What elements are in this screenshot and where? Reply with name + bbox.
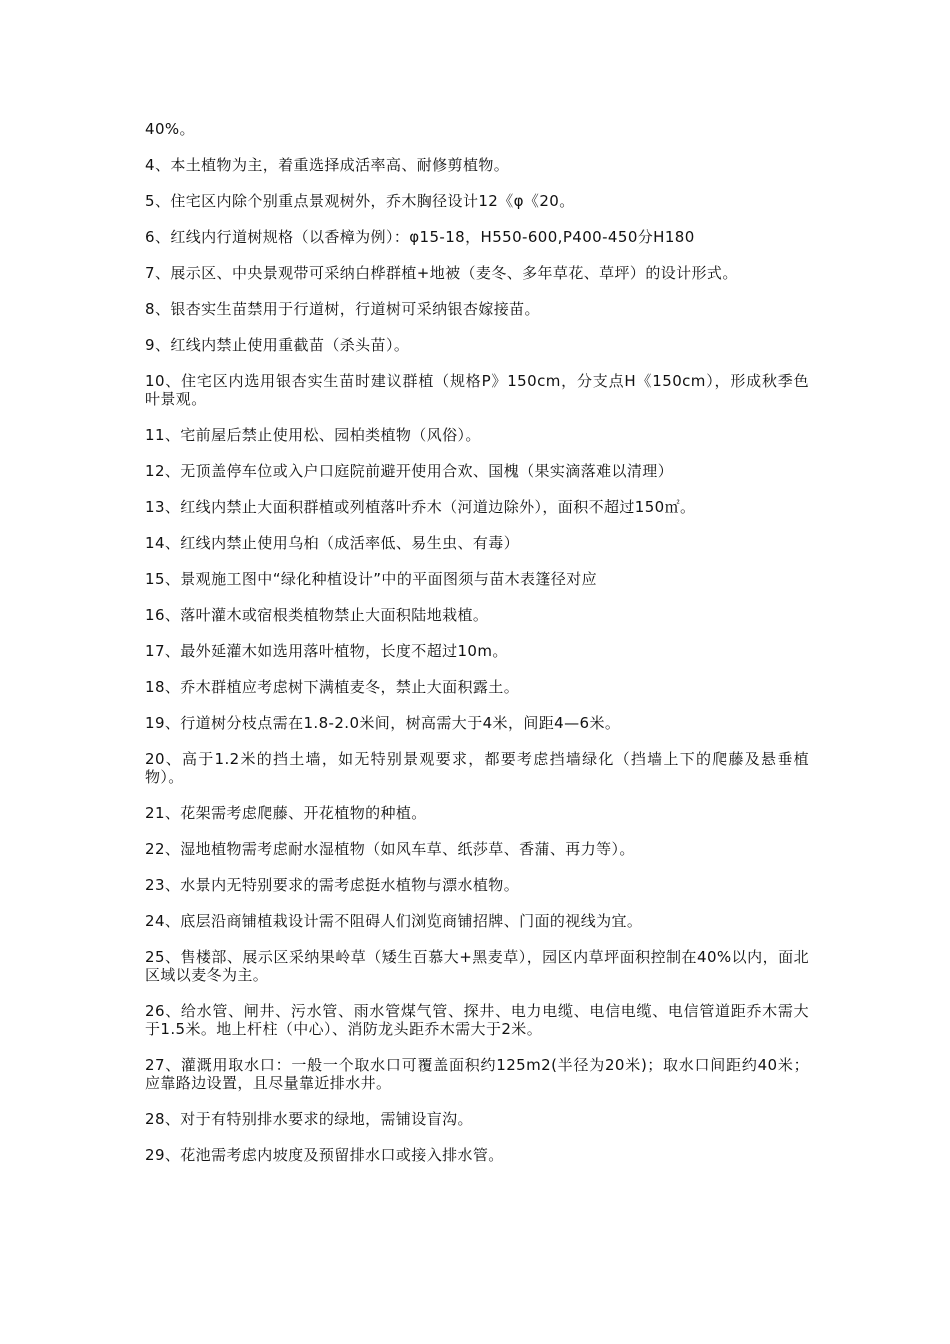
guideline-item-23: 23、水景内无特别要求的需考虑挺水植物与漂水植物。 [145,876,520,894]
guideline-item-28: 28、对于有特别排水要求的绿地，需铺设盲沟。 [145,1110,473,1128]
guideline-item-18: 18、乔木群植应考虑树下满植麦冬，禁止大面积露土。 [145,678,520,696]
guideline-item-5: 5、住宅区内除个别重点景观树外，乔木胸径设计12《φ《20。 [145,192,575,210]
guideline-item-22: 22、湿地植物需考虑耐水湿植物（如风车草、纸莎草、香蒲、再力等）。 [145,840,635,858]
guideline-item-29: 29、花池需考虑内坡度及预留排水口或接入排水管。 [145,1146,504,1164]
guideline-item-21: 21、花架需考虑爬藤、开花植物的种植。 [145,804,427,822]
guideline-item-10: 10、住宅区内选用银杏实生苗时建议群植（规格P》150cm，分支点H《150cm），形成秋季色叶景观。 [145,372,809,408]
guideline-item-8: 8、银杏实生苗禁用于行道树，行道树可采纳银杏嫁接苗。 [145,300,540,318]
guideline-item-4: 4、本土植物为主，着重选择成活率高、耐修剪植物。 [145,156,510,174]
guideline-item-13: 13、红线内禁止大面积群植或列植落叶乔木（河道边除外），面积不超过150㎡。 [145,498,696,516]
guideline-item-25: 25、售楼部、展示区采纳果岭草（矮生百慕大+黑麦草），园区内草坪面积控制在40%以内，面北区域以麦冬为主。 [145,948,809,984]
guideline-item-9: 9、红线内禁止使用重截苗（杀头苗）。 [145,336,410,354]
guideline-item-26: 26、给水管、闸井、污水管、雨水管煤气管、探井、电力电缆、电信电缆、电信管道距乔木需大于1.5米。地上杆柱（中心）、消防龙头距乔木需大于2米。 [145,1002,809,1038]
guideline-item-24: 24、底层沿商铺植栽设计需不阻碍人们浏览商铺招牌、门面的视线为宜。 [145,912,643,930]
guideline-item-16: 16、落叶灌木或宿根类植物禁止大面积陆地栽植。 [145,606,489,624]
paragraph-continuation: 40%。 [145,120,195,138]
guideline-item-20: 20、高于1.2米的挡土墙，如无特别景观要求，都要考虑挡墙绿化（挡墙上下的爬藤及悬垂植物）。 [145,750,809,786]
guideline-item-17: 17、最外延灌木如选用落叶植物，长度不超过10m。 [145,642,508,660]
guideline-item-7: 7、展示区、中央景观带可采纳白桦群植+地被（麦冬、多年草花、草坪）的设计形式。 [145,264,738,282]
guideline-item-27: 27、灌溉用取水口：一般一个取水口可覆盖面积约125m2(半径为20米)；取水口间距约40米；应靠路边设置，且尽量靠近排水井。 [145,1056,809,1092]
document-page [145,120,809,1182]
guideline-item-14: 14、红线内禁止使用乌桕（成活率低、易生虫、有毒） [145,534,520,552]
guideline-item-15: 15、景观施工图中“绿化种植设计”中的平面图须与苗木表篷径对应 [145,570,598,588]
guideline-item-11: 11、宅前屋后禁止使用松、园柏类植物（风俗）。 [145,426,481,444]
guideline-item-19: 19、行道树分枝点需在1.8-2.0米间，树高需大于4米，间距4—6米。 [145,714,621,732]
guideline-item-6: 6、红线内行道树规格（以香樟为例）：φ15-18，H550-600,P400-450分H180 [145,228,695,246]
guideline-item-12: 12、无顶盖停车位或入户口庭院前避开使用合欢、国槐（果实滴落难以清理） [145,462,674,480]
